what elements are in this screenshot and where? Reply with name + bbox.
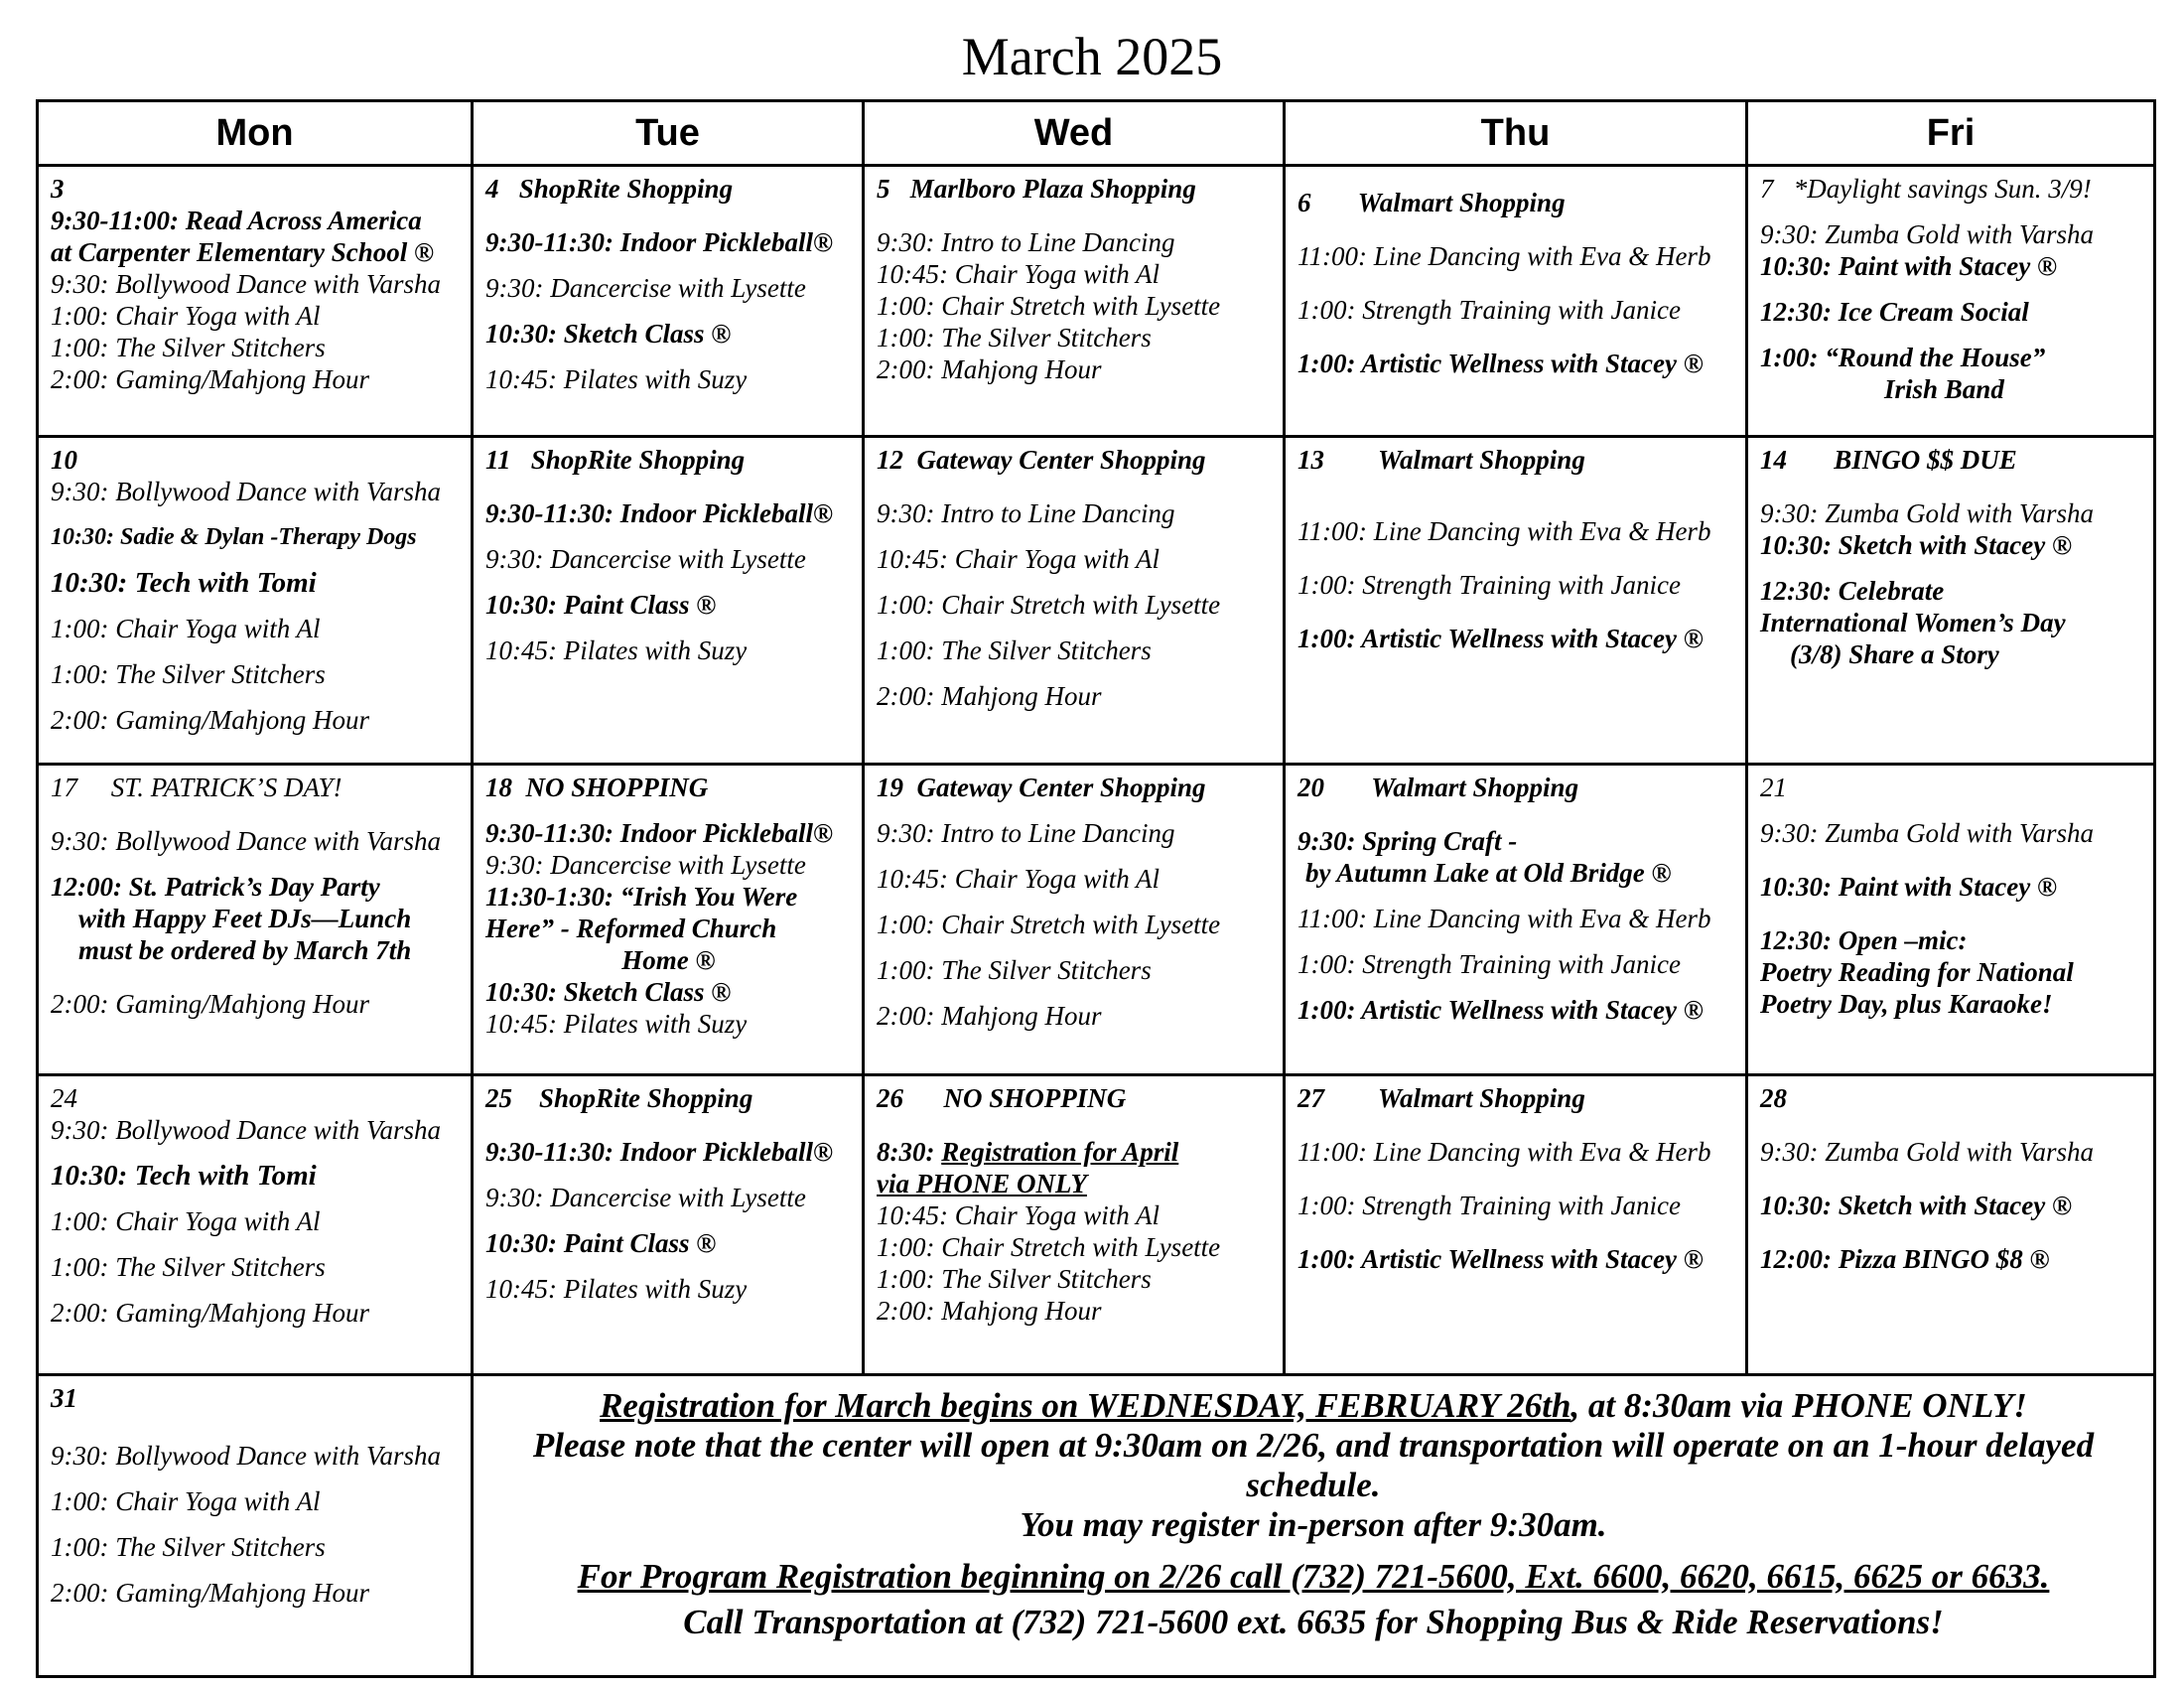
event: International Women’s Day bbox=[1760, 608, 2066, 638]
event: 9:30-11:30: Indoor Pickleball® bbox=[485, 817, 834, 848]
event: 2:00: Gaming/Mahjong Hour bbox=[51, 1577, 369, 1608]
date-number: 25 bbox=[485, 1083, 512, 1114]
event: 2:00: Mahjong Hour bbox=[877, 354, 1102, 384]
day-cell-10 bbox=[38, 437, 473, 765]
event: 9:30: Bollywood Dance with Varsha bbox=[51, 825, 441, 856]
event: 9:30: Bollywood Dance with Varsha bbox=[51, 1440, 441, 1471]
day-header-thu: Thu bbox=[1285, 101, 1747, 166]
day-cell-3 bbox=[38, 166, 473, 437]
date-number: 17 bbox=[51, 772, 77, 802]
event: 10:45: Pilates with Suzy bbox=[485, 635, 748, 666]
day-cell-31 bbox=[38, 1374, 473, 1676]
note: *Daylight savings Sun. 3/9! bbox=[1793, 174, 2092, 204]
shopping-label: Gateway Center Shopping bbox=[916, 772, 1206, 802]
event: Registration for April bbox=[941, 1137, 1179, 1168]
event: at Carpenter Elementary School ® bbox=[51, 237, 435, 267]
event: Irish Band bbox=[1884, 374, 2004, 404]
shopping-label: Gateway Center Shopping bbox=[916, 445, 1206, 476]
event: 10:45: Chair Yoga with Al bbox=[877, 863, 1160, 894]
shopping-label: ShopRite Shopping bbox=[518, 174, 734, 204]
event-time: 8:30: bbox=[877, 1137, 935, 1168]
event: 1:00: Chair Stretch with Lysette bbox=[877, 909, 1221, 939]
event: must be ordered by March 7th bbox=[78, 934, 412, 965]
event: 9:30: Bollywood Dance with Varsha bbox=[51, 477, 441, 507]
day-header-mon: Mon bbox=[38, 101, 473, 166]
event: 11:00: Line Dancing with Eva & Herb bbox=[1297, 903, 1711, 933]
day-cell-18 bbox=[473, 764, 864, 1074]
date-number: 3 bbox=[51, 174, 65, 204]
day-cell-4 bbox=[473, 166, 864, 437]
event: 9:30-11:30: Indoor Pickleball® bbox=[485, 1137, 834, 1168]
event: 1:00: Strength Training with Janice bbox=[1297, 948, 1681, 979]
note: ST. PATRICK’S DAY! bbox=[110, 772, 342, 802]
event: 11:00: Line Dancing with Eva & Herb bbox=[1297, 1137, 1711, 1168]
date-number: 21 bbox=[1760, 772, 1787, 802]
date-number: 19 bbox=[877, 772, 903, 802]
day-cell-21 bbox=[1747, 764, 2155, 1074]
event: 10:30: Paint with Stacey ® bbox=[1760, 251, 2058, 281]
event: 9:30: Intro to Line Dancing bbox=[877, 227, 1175, 257]
event: 1:00: Chair Yoga with Al bbox=[51, 614, 321, 644]
event: 1:00: Strength Training with Janice bbox=[1297, 570, 1681, 601]
event: 10:45: Chair Yoga with Al bbox=[877, 1200, 1160, 1231]
event: 9:30: Dancercise with Lysette bbox=[485, 544, 806, 575]
event: 11:00: Line Dancing with Eva & Herb bbox=[1297, 516, 1711, 547]
event: Poetry Reading for National bbox=[1760, 956, 2074, 987]
event: 1:00: Chair Yoga with Al bbox=[51, 301, 321, 331]
event: 9:30: Dancercise with Lysette bbox=[485, 849, 806, 880]
event: 9:30-11:30: Indoor Pickleball® bbox=[485, 498, 834, 529]
event: Home ® bbox=[621, 944, 716, 975]
event: 2:00: Gaming/Mahjong Hour bbox=[51, 364, 369, 394]
date-number: 18 bbox=[485, 772, 512, 802]
date-number: 20 bbox=[1297, 772, 1324, 802]
day-cell-7 bbox=[1747, 166, 2155, 437]
event: 1:00: The Silver Stitchers bbox=[877, 323, 1152, 352]
notice-transport-phone: Call Transportation at (732) 721-5600 ext. 6635 for Shopping Bus & Ride Reservations! bbox=[683, 1602, 1944, 1641]
date-number: 12 bbox=[877, 445, 903, 476]
event: 2:00: Mahjong Hour bbox=[877, 1296, 1102, 1327]
shopping-label: ShopRite Shopping bbox=[530, 445, 746, 476]
day-cell-17 bbox=[38, 764, 473, 1074]
date-number: 5 bbox=[877, 174, 890, 204]
event: 9:30: Intro to Line Dancing bbox=[877, 817, 1175, 848]
event: 9:30: Bollywood Dance with Varsha bbox=[51, 1115, 441, 1146]
event: 9:30: Dancercise with Lysette bbox=[485, 273, 806, 303]
notice-program-phone: For Program Registration beginning on 2/26 call (732) 721-5600, Ext. 6600, 6620, 6615, 6625 or 6633. bbox=[577, 1556, 2050, 1596]
event: 1:00: Strength Training with Janice bbox=[1297, 295, 1681, 325]
day-header-tue: Tue bbox=[473, 101, 864, 166]
event: Here” - Reformed Church bbox=[485, 913, 777, 943]
event: 10:30: Paint Class ® bbox=[485, 590, 717, 621]
event: 2:00: Gaming/Mahjong Hour bbox=[51, 1298, 369, 1329]
event: 1:00: The Silver Stitchers bbox=[51, 1531, 326, 1562]
event: 2:00: Mahjong Hour bbox=[877, 1000, 1102, 1031]
event: 1:00: The Silver Stitchers bbox=[877, 954, 1152, 985]
date-number: 28 bbox=[1760, 1083, 1787, 1114]
event: 1:00: Artistic Wellness with Stacey ® bbox=[1297, 994, 1704, 1025]
event: 10:45: Pilates with Suzy bbox=[485, 1274, 748, 1305]
note: NO SHOPPING bbox=[943, 1083, 1127, 1114]
event: 9:30-11:30: Indoor Pickleball® bbox=[485, 227, 834, 257]
date-number: 26 bbox=[877, 1083, 903, 1114]
event: 1:00: Chair Stretch with Lysette bbox=[877, 1232, 1221, 1263]
day-cell-14 bbox=[1747, 437, 2155, 765]
event: 1:00: The Silver Stitchers bbox=[877, 1264, 1152, 1295]
event: 10:30: Sketch Class ® bbox=[485, 976, 732, 1007]
event: 11:00: Line Dancing with Eva & Herb bbox=[1297, 241, 1711, 271]
event: 1:00: Chair Yoga with Al bbox=[51, 1485, 321, 1516]
day-cell-24 bbox=[38, 1075, 473, 1374]
event: 10:30: Sketch with Stacey ® bbox=[1760, 1191, 2073, 1221]
event: 12:30: Celebrate bbox=[1760, 576, 1945, 607]
event: with Happy Feet DJs—Lunch bbox=[78, 903, 412, 933]
day-cell-11 bbox=[473, 437, 864, 765]
event: 10:30: Tech with Tomi bbox=[51, 1160, 317, 1193]
event: 9:30: Spring Craft - bbox=[1297, 825, 1518, 856]
registration-notice bbox=[473, 1374, 2155, 1676]
event: 9:30: Zumba Gold with Varsha bbox=[1760, 498, 2095, 529]
day-cell-5 bbox=[864, 166, 1285, 437]
event: 10:30: Sketch Class ® bbox=[485, 319, 732, 349]
shopping-label: Walmart Shopping bbox=[1378, 1083, 1585, 1114]
note: NO SHOPPING bbox=[525, 772, 709, 802]
calendar-grid bbox=[36, 99, 2156, 1678]
shopping-label: Marlboro Plaza Shopping bbox=[909, 174, 1196, 204]
shopping-label: Walmart Shopping bbox=[1378, 445, 1585, 476]
event: by Autumn Lake at Old Bridge ® bbox=[1305, 857, 1672, 888]
date-number: 24 bbox=[51, 1083, 77, 1114]
day-cell-25 bbox=[473, 1075, 864, 1374]
notice-registration-method: , at 8:30am via PHONE ONLY! bbox=[1570, 1385, 2027, 1425]
event: 1:00: The Silver Stitchers bbox=[51, 659, 326, 690]
event: 12:30: Open –mic: bbox=[1760, 924, 1968, 955]
event: 10:30: Paint with Stacey ® bbox=[1760, 871, 2058, 902]
event: 1:00: “Round the House” bbox=[1760, 343, 2046, 372]
event: 9:30: Bollywood Dance with Varsha bbox=[51, 269, 441, 299]
day-header-fri: Fri bbox=[1747, 101, 2155, 166]
date-number: 10 bbox=[51, 445, 77, 476]
day-cell-26 bbox=[864, 1075, 1285, 1374]
day-cell-27 bbox=[1285, 1075, 1747, 1374]
event: 10:45: Chair Yoga with Al bbox=[877, 259, 1160, 289]
event: 1:00: The Silver Stitchers bbox=[51, 333, 326, 362]
event: 1:00: Artistic Wellness with Stacey ® bbox=[1297, 349, 1704, 378]
event: 12:00: St. Patrick’s Day Party bbox=[51, 871, 380, 902]
event: 2:00: Mahjong Hour bbox=[877, 681, 1102, 712]
event: 12:00: Pizza BINGO $8 ® bbox=[1760, 1244, 2050, 1275]
page-title: March 2025 bbox=[961, 27, 1223, 86]
event: 10:30: Tech with Tomi bbox=[51, 567, 317, 600]
date-number: 11 bbox=[485, 445, 511, 476]
shopping-label: Walmart Shopping bbox=[1371, 772, 1579, 802]
shopping-label: ShopRite Shopping bbox=[539, 1083, 753, 1114]
date-number: 6 bbox=[1297, 188, 1311, 217]
event: 1:00: The Silver Stitchers bbox=[51, 1252, 326, 1283]
event: 1:00: Chair Stretch with Lysette bbox=[877, 590, 1221, 621]
event: 1:00: Chair Yoga with Al bbox=[51, 1206, 321, 1237]
event: 9:30: Zumba Gold with Varsha bbox=[1760, 1137, 2095, 1168]
event: 9:30: Zumba Gold with Varsha bbox=[1760, 817, 2095, 848]
event: 1:00: Chair Stretch with Lysette bbox=[877, 291, 1221, 321]
date-number: 27 bbox=[1297, 1083, 1324, 1114]
notice-registration-date: Registration for March begins on WEDNESDAY, FEBRUARY 26th bbox=[600, 1385, 1571, 1425]
date-number: 13 bbox=[1297, 445, 1324, 476]
event: 10:30: Paint Class ® bbox=[485, 1228, 717, 1259]
event: 11:30-1:30: “Irish You Were bbox=[485, 881, 798, 912]
event: via PHONE ONLY bbox=[877, 1169, 1087, 1199]
event: 1:00: Strength Training with Janice bbox=[1297, 1191, 1681, 1221]
event: 2:00: Gaming/Mahjong Hour bbox=[51, 988, 369, 1019]
day-cell-12 bbox=[864, 437, 1285, 765]
event: Poetry Day, plus Karaoke! bbox=[1760, 988, 2053, 1019]
event: 9:30-11:00: Read Across America bbox=[51, 206, 422, 235]
event: 9:30: Intro to Line Dancing bbox=[877, 498, 1175, 529]
event: 2:00: Gaming/Mahjong Hour bbox=[51, 705, 369, 736]
date-number: 14 bbox=[1760, 445, 1787, 476]
shopping-label: Walmart Shopping bbox=[1357, 188, 1566, 217]
day-cell-20 bbox=[1285, 764, 1747, 1074]
day-cell-6 bbox=[1285, 166, 1747, 437]
event: (3/8) Share a Story bbox=[1790, 639, 1999, 670]
event: 10:45: Pilates with Suzy bbox=[485, 364, 748, 394]
day-cell-19 bbox=[864, 764, 1285, 1074]
notice-in-person: You may register in-person after 9:30am. bbox=[1020, 1504, 1607, 1544]
event: 9:30: Dancercise with Lysette bbox=[485, 1183, 806, 1213]
event: 10:30: Sketch with Stacey ® bbox=[1760, 530, 2073, 561]
event: 1:00: Artistic Wellness with Stacey ® bbox=[1297, 1244, 1704, 1275]
day-cell-13 bbox=[1285, 437, 1747, 765]
event: 10:45: Pilates with Suzy bbox=[485, 1008, 748, 1039]
event: 9:30: Zumba Gold with Varsha bbox=[1760, 219, 2095, 249]
day-header-wed: Wed bbox=[864, 101, 1285, 166]
day-cell-28 bbox=[1747, 1075, 2155, 1374]
event: 10:45: Chair Yoga with Al bbox=[877, 544, 1160, 575]
date-number: 7 bbox=[1760, 174, 1774, 204]
note: BINGO $$ DUE bbox=[1834, 445, 2017, 476]
notice-center-hours: Please note that the center will open at 9:30am on 2/26, and transportation will operate on an 1-hour delayed schedule. bbox=[532, 1425, 2095, 1504]
date-number: 31 bbox=[51, 1382, 77, 1413]
event: 1:00: The Silver Stitchers bbox=[877, 635, 1152, 666]
event: 1:00: Artistic Wellness with Stacey ® bbox=[1297, 624, 1704, 654]
event: 12:30: Ice Cream Social bbox=[1760, 297, 2029, 327]
event: 10:30: Sadie & Dylan -Therapy Dogs bbox=[51, 524, 417, 551]
date-number: 4 bbox=[485, 174, 499, 204]
